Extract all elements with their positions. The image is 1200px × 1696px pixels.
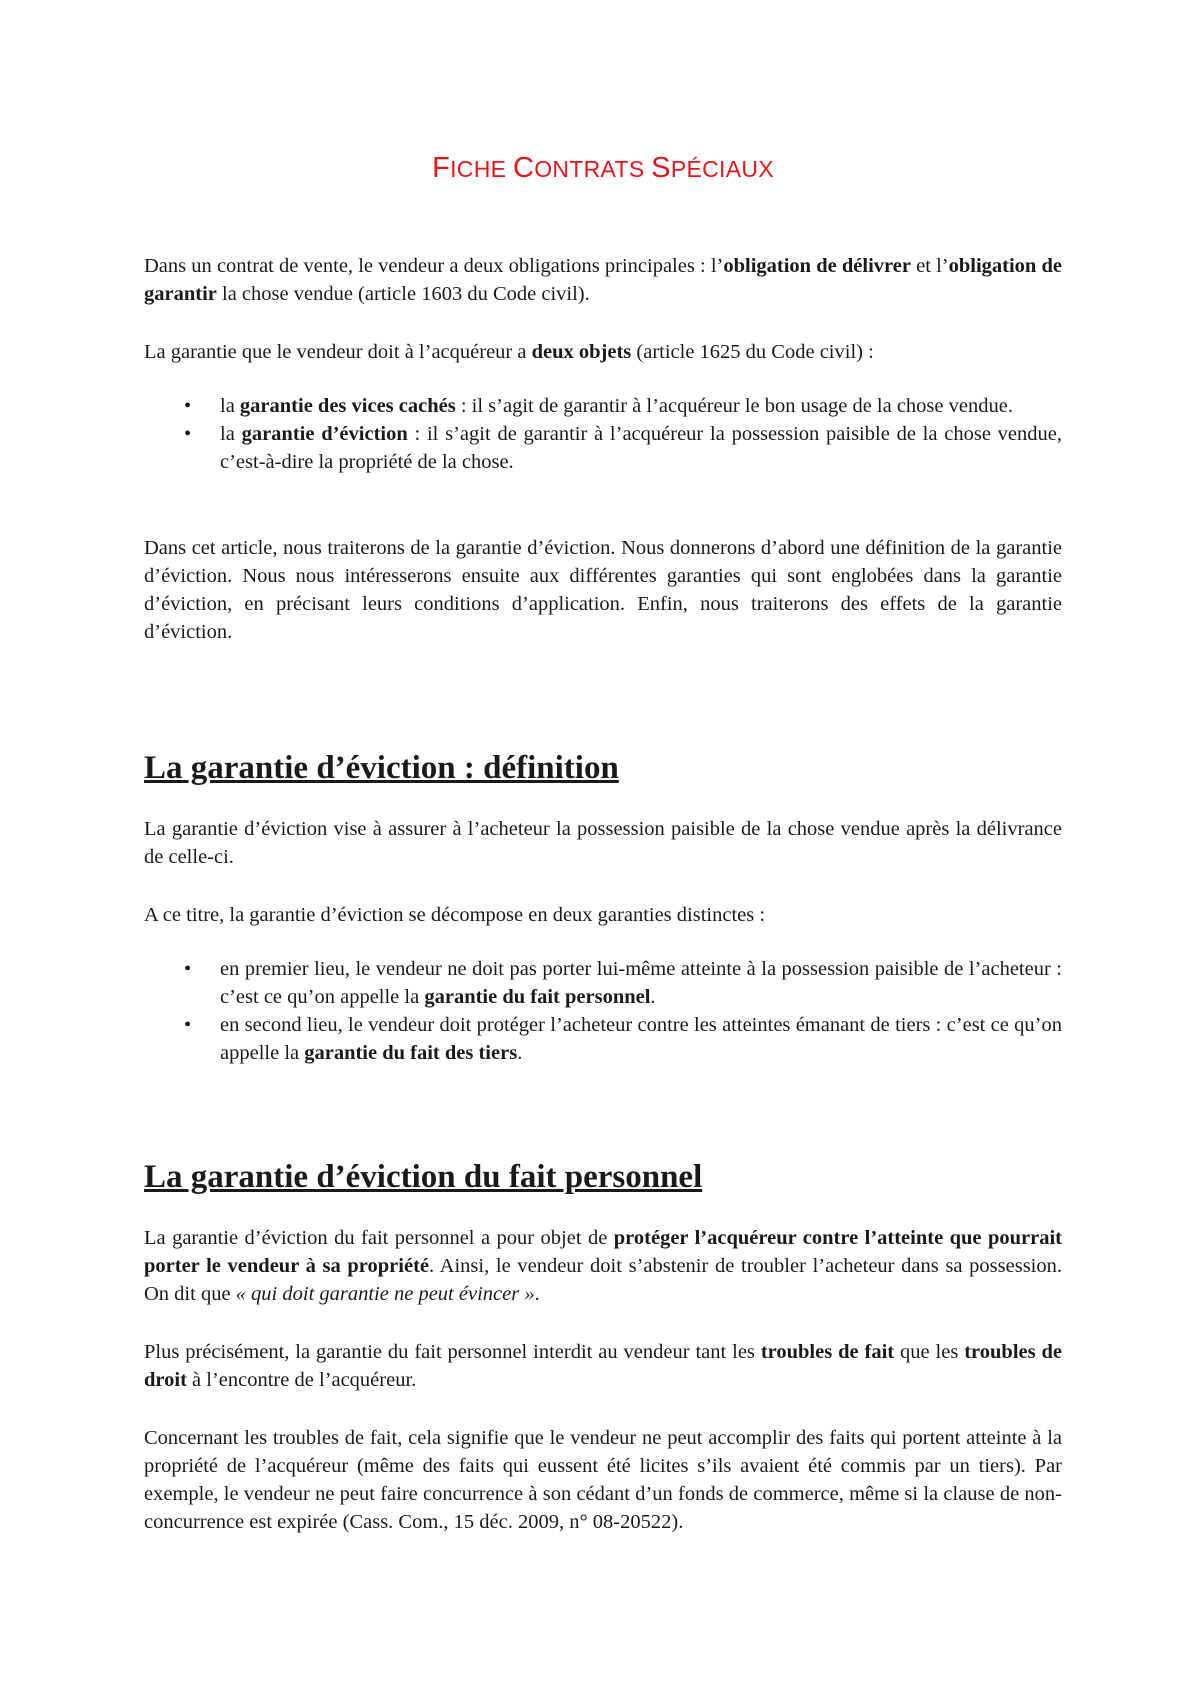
- fait-personnel-paragraph-2: Plus précisément, la garantie du fait personnel interdit au vendeur tant les troubles de fait que les troubles de droit à l’encontre de l’acquéreur.: [144, 1341, 1063, 1391]
- intro-paragraph-2: La garantie que le vendeur doit à l’acquéreur a deux objets (article 1625 du Code civil) :: [144, 341, 874, 363]
- list-item: • en second lieu, le vendeur doit protéger l’acheteur contre les atteintes émanant de tiers : c’est ce qu’on appelle la garantie du fait des tiers.: [144, 1011, 1062, 1067]
- list-item: • la garantie des vices cachés : il s’agit de garantir à l’acquéreur le bon usage de la chose vendue.: [144, 392, 1062, 420]
- title-part-peciaux: PÉCIAUX: [670, 156, 774, 182]
- title-initial-c: C: [512, 152, 535, 184]
- bullet-icon: •: [184, 395, 192, 417]
- list-item: • en premier lieu, le vendeur ne doit pas porter lui-même atteinte à la possession paisible de l’acheteur : c’est ce qu’on appelle la garantie du fait personnel.: [144, 955, 1062, 1011]
- fait-personnel-paragraph-3: Concernant les troubles de fait, cela signifie que le vendeur ne peut accomplir des faits qui portent atteinte à la propriété de l’acquéreur (même des faits qui eussent été licites s’ils avaient été commis par un tiers). Par exemple, le vendeur ne peut faire concurrence à son cédant d’un fonds de commerce, même si la clause de non-concurrence est expirée (Cass. Com., 15 déc. 2009, n° 08-20522).: [144, 1427, 1062, 1533]
- definition-paragraph-1: La garantie d’éviction vise à assurer à l’acheteur la possession paisible de la chose vendue après la délivrance de celle-ci.: [144, 818, 1062, 868]
- document-title: [144, 152, 1062, 185]
- title-initial-s: S: [651, 152, 671, 184]
- bullet-icon: •: [184, 423, 192, 445]
- title-part-iche: ICHE: [450, 156, 513, 182]
- section-heading-fait-personnel: La garantie d’éviction du fait personnel: [144, 1159, 703, 1195]
- title-initial-f: F: [432, 152, 451, 184]
- intro-paragraph-1: Dans un contrat de vente, le vendeur a deux obligations principales : l’obligation de délivrer et l’obligation de garantir la chose vendue (article 1603 du Code civil).: [144, 255, 1062, 305]
- fait-personnel-paragraph-1: La garantie d’éviction du fait personnel a pour objet de protéger l’acquéreur contre l’atteinte que pourrait porter le vendeur à sa propriété. Ainsi, le vendeur doit s’abstenir de troubler l’acheteur dans sa possession. On dit que « qui doit garantie ne peut évincer ».: [144, 1227, 1063, 1305]
- section-heading-definition: La garantie d’éviction : définition: [144, 750, 619, 786]
- definition-bullet-list: [144, 955, 1062, 1067]
- bullet-icon: •: [184, 958, 192, 980]
- bullet-icon: •: [184, 1014, 192, 1036]
- definition-paragraph-2: A ce titre, la garantie d’éviction se décompose en deux garanties distinctes :: [144, 904, 766, 926]
- title-part-ontrats: ONTRATS: [534, 156, 652, 182]
- list-item: • la garantie d’éviction : il s’agit de garantir à l’acquéreur la possession paisible de la chose vendue, c’est-à-dire la propriété de la chose.: [144, 420, 1062, 476]
- intro-paragraph-3: Dans cet article, nous traiterons de la garantie d’éviction. Nous donnerons d’abord une définition de la garantie d’éviction. Nous nous intéresserons ensuite aux différentes garanties qui sont englobées dans la garantie d’éviction, en précisant leurs conditions d’application. Enfin, nous traiterons des effets de la garantie d’éviction.: [144, 537, 1062, 643]
- intro-bullet-list: [144, 392, 1062, 476]
